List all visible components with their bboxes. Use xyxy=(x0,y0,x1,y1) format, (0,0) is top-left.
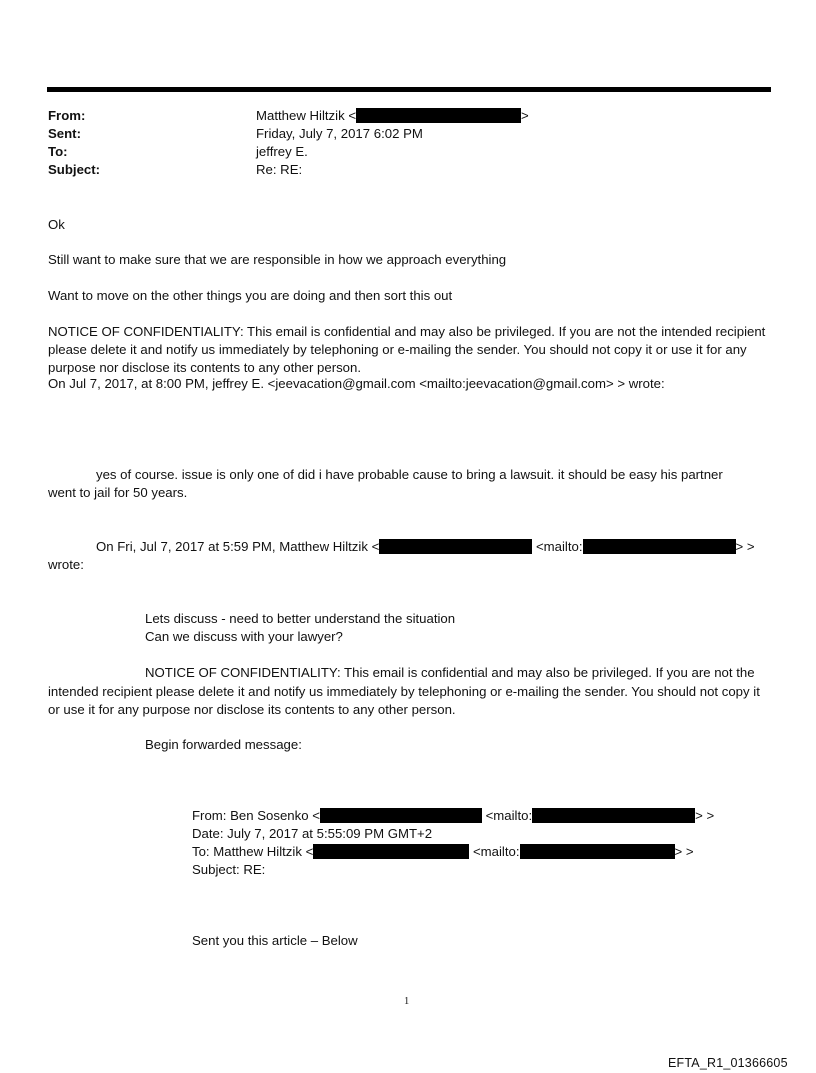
fwd-subject: Subject: RE: xyxy=(192,862,266,877)
body-move-on: Want to move on the other things you are doing and then sort this out xyxy=(48,288,453,303)
quote-header-2-mailto: <mailto: xyxy=(535,539,583,554)
confidentiality-notice-1: NOTICE OF CONFIDENTIALITY: This email is confidential and may also be privileged. If you are not the intended recipient please delete it and notify us immediately by telephoning or e-mailing the sender. You should not copy it or use it for any purpose nor disclose its contents to any other person. xyxy=(48,324,766,375)
confidentiality-notice-2-rest: intended recipient please delete it and notify us immediately by telephoning or e-mailing the sender. You should not copy it or use it for any purpose nor disclose its contents to any other person. xyxy=(48,684,760,717)
fwd-to-text: To: Matthew Hiltzik < xyxy=(192,844,314,859)
quote-header-2-wrote: wrote: xyxy=(48,557,84,572)
to-value: jeffrey E. xyxy=(256,144,308,159)
fwd-from xyxy=(192,808,714,823)
redaction-box xyxy=(313,844,469,859)
fwd-to xyxy=(192,844,694,859)
quote-header-2-close: > > xyxy=(735,539,755,554)
subject-label: Subject: xyxy=(48,162,101,177)
redaction-box xyxy=(379,539,532,554)
from-close: > xyxy=(521,108,529,123)
redaction-box xyxy=(356,108,521,123)
from-name: Matthew Hiltzik < xyxy=(256,108,357,123)
fwd-from-mailto: <mailto: xyxy=(485,808,533,823)
to-label: To: xyxy=(48,144,68,159)
fwd-to-mailto: <mailto: xyxy=(472,844,520,859)
from-value xyxy=(256,108,529,123)
quote-header-1: On Jul 7, 2017, at 8:00 PM, jeffrey E. <jeevacation@gmail.com <mailto:jeevacation@gmail.com> > wrote: xyxy=(48,376,665,391)
quote-header-2-text: On Fri, Jul 7, 2017 at 5:59 PM, Matthew Hiltzik < xyxy=(96,539,380,554)
sent-value: Friday, July 7, 2017 6:02 PM xyxy=(256,126,423,141)
discuss-line-2: Can we discuss with your lawyer? xyxy=(145,629,343,644)
header-rule xyxy=(47,87,771,92)
redaction-box xyxy=(583,539,736,554)
fwd-from-close: > > xyxy=(695,808,715,823)
reply-1-cont: went to jail for 50 years. xyxy=(48,485,188,500)
redaction-box xyxy=(532,808,695,823)
body-responsible: Still want to make sure that we are responsible in how we approach everything xyxy=(48,252,507,267)
fwd-date: Date: July 7, 2017 at 5:55:09 PM GMT+2 xyxy=(192,826,433,841)
redaction-box xyxy=(520,844,675,859)
sent-label: Sent: xyxy=(48,126,81,141)
confidentiality-notice-2-first: NOTICE OF CONFIDENTIALITY: This email is confidential and may also be privileged. If you are not the xyxy=(145,665,755,680)
sent-article: Sent you this article – Below xyxy=(192,933,358,948)
document-id-footer: EFTA_R1_01366605 xyxy=(668,1056,788,1070)
page-number: 1 xyxy=(404,996,410,1007)
body-ok: Ok xyxy=(48,217,65,232)
subject-value: Re: RE: xyxy=(256,162,303,177)
fwd-to-close: > > xyxy=(674,844,694,859)
discuss-line-1: Lets discuss - need to better understand the situation xyxy=(145,611,456,626)
quote-header-2 xyxy=(96,539,755,554)
reply-1-lead: yes of course. issue is only one of did i have probable cause to bring a lawsuit. it should be easy his partner xyxy=(96,467,723,482)
from-label: From: xyxy=(48,108,86,123)
redaction-box xyxy=(320,808,482,823)
fwd-from-text: From: Ben Sosenko < xyxy=(192,808,320,823)
begin-forwarded: Begin forwarded message: xyxy=(145,737,302,752)
